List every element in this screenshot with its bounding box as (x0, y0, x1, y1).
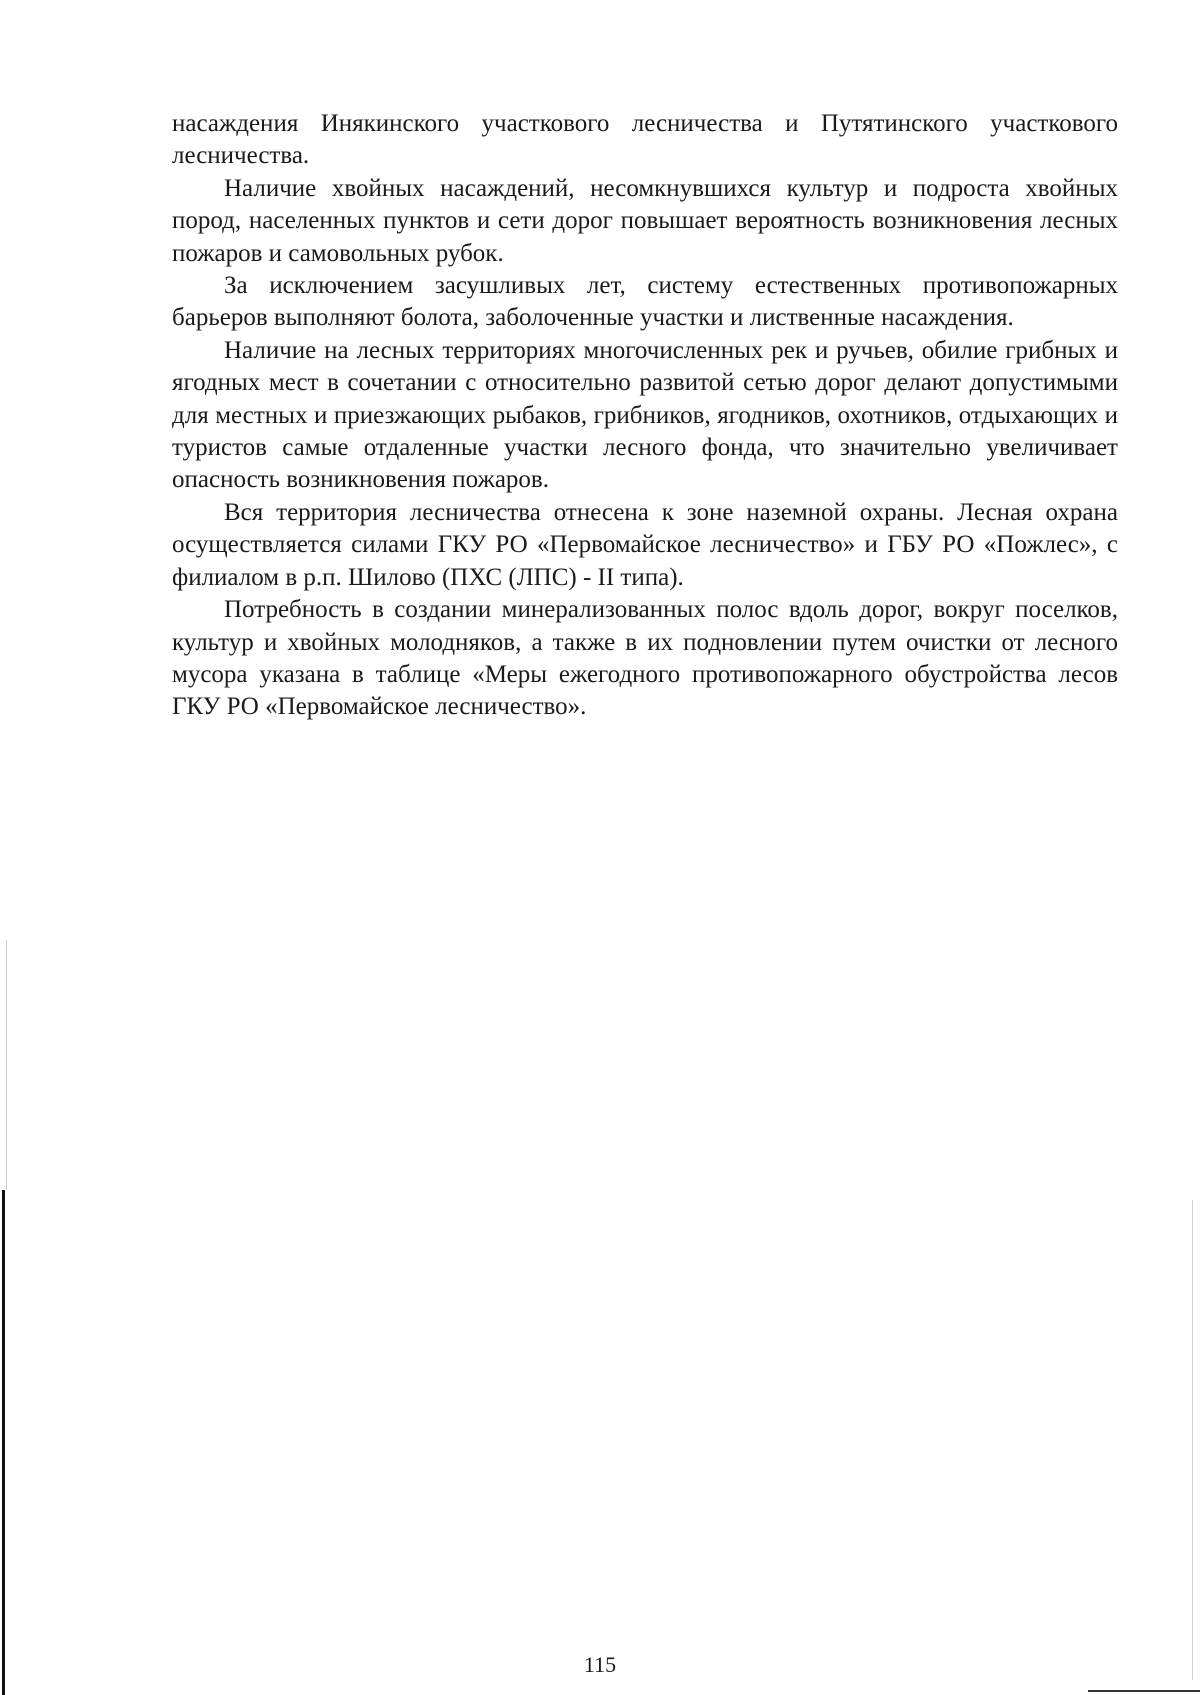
paragraph: За исключением засушливых лет, систему естественных противопожарных барьеров выполняют болота, заболоченные участки и лиственные насаждения. (172, 272, 1118, 332)
page-number: 115 (583, 1652, 617, 1677)
scan-edge-mark-right (1192, 1200, 1193, 1680)
paragraph: Вся территория лесничества отнесена к зоне наземной охраны. Лесная охрана осуществляется силами ГКУ РО «Первомайское лесничество» и ГБУ РО «Пожлес», с филиалом в р.п. Шилово (ПХС (ЛПС) - II типа). (172, 498, 1118, 591)
scan-edge-mark (2, 1190, 5, 1695)
paragraph: Наличие на лесных территориях многочисленных рек и ручьев, обилие грибных и ягодных мест в сочетании с относительно развитой сетью дорог делают допустимыми для местных и приезжающих рыбаков, грибников, ягодников, охотников, отдыхающих и туристов самые отдаленные участки лесного фонда, что значительно увеличивает опасность возникновения пожаров. (172, 336, 1118, 494)
scan-bottom-mark (1088, 1690, 1200, 1692)
paragraph: Наличие хвойных насаждений, несомкнувшихся культур и подроста хвойных пород, населенных пунктов и сети дорог повышает вероятность возникновения лесных пожаров и самовольных рубок. (172, 174, 1118, 267)
paragraph: Потребность в создании минерализованных полос вдоль дорог, вокруг поселков, культур и хвойных молодняков, а также в их подновлении путем очистки от лесного мусора указана в таблице «Меры ежегодного противопожарного обустройства лесов ГКУ РО «Первомайское лесничество». (172, 596, 1118, 721)
paragraph-continuation: насаждения Инякинского участкового лесничества и Путятинского участкового лесничества. (172, 110, 1118, 170)
document-body (172, 108, 1118, 724)
scan-edge-mark-faint (6, 940, 7, 1190)
